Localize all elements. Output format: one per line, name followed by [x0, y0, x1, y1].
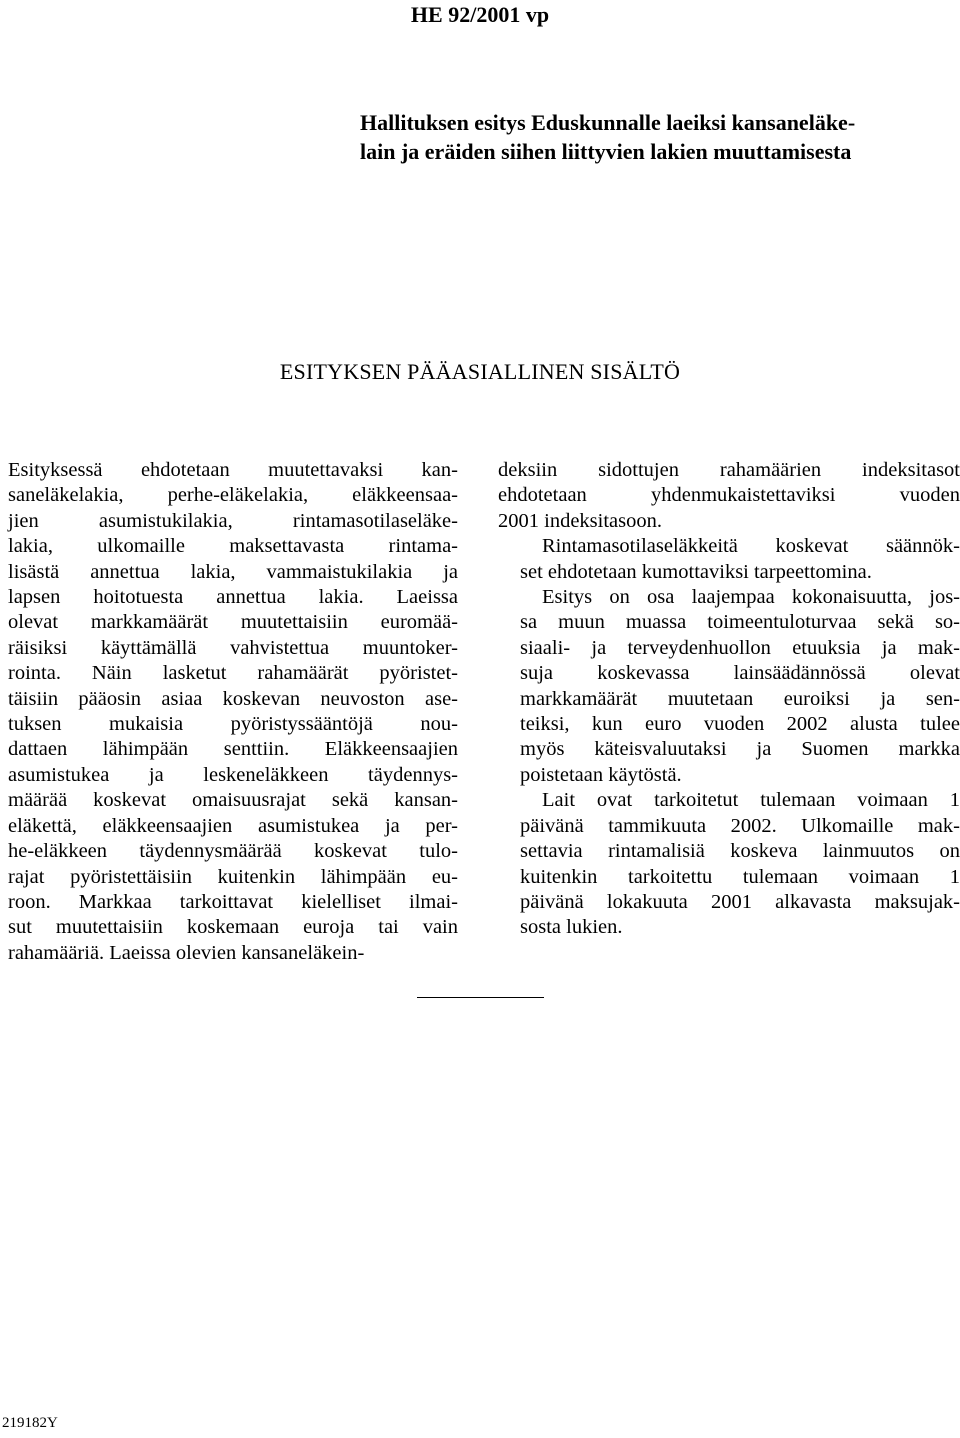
text-line: sut muutettaisiin koskemaan euroja tai vain: [8, 916, 458, 939]
text-line: räisiksi käyttämällä vahvistettua muuntoker-: [8, 636, 458, 659]
text-line: Esityksessä ehdotetaan muutettavaksi kan-: [8, 459, 458, 481]
left-paragraph: [8, 458, 458, 966]
right-paragraph: [498, 458, 960, 534]
text-line: täisiin pääosin asiaa koskevan neuvoston ase-: [8, 687, 458, 710]
left-column: [8, 458, 458, 966]
text-line: sosta lukien.: [520, 916, 623, 939]
text-line: Rintamasotilaseläkkeitä koskevat säännök-: [542, 535, 960, 558]
text-line: lakia, ulkomaille maksettavasta rintama-: [8, 535, 458, 558]
text-line: settavia rintamalisiä koskeva lainmuutos on: [520, 840, 960, 863]
text-line: eläkettä, eläkkeensaajien asumistukea ja per-: [8, 814, 458, 837]
text-line: 2001 indeksitasoon.: [498, 509, 662, 532]
text-line: poistetaan käytöstä.: [520, 763, 682, 786]
document-title: [360, 108, 960, 166]
text-line: asumistukea ja leskeneläkkeen täydennys-: [8, 763, 458, 786]
text-line: Lait ovat tarkoitetut tulemaan voimaan 1: [542, 789, 960, 812]
text-line: lisästä annettua lakia, vammaistukilakia ja: [8, 560, 458, 583]
text-line: Esitys on osa laajempaa kokonaisuutta, jos-: [542, 586, 960, 609]
text-line: ehdotetaan yhdenmukaistettaviksi vuoden: [498, 484, 960, 507]
text-line: siaali- ja terveydenhuollon etuuksia ja mak-: [520, 636, 960, 659]
title-line-2: lain ja eräiden siihen liittyvien lakien muuttamisesta: [360, 139, 852, 164]
text-line: päivänä lokakuuta 2001 alkavasta maksujak-: [520, 890, 960, 913]
footer-code: 219182Y: [2, 1415, 58, 1431]
text-line: olevat markkamäärät muutettaisiin euromää-: [8, 611, 458, 634]
text-line: dattaen lähimpään senttiin. Eläkkeensaajien: [8, 738, 458, 761]
right-column: [498, 458, 960, 941]
text-line: roon. Markkaa tarkoittavat kielelliset ilmai-: [8, 890, 458, 913]
text-line: saneläkelakia, perhe-eläkelakia, eläkkeensaa-: [8, 484, 458, 507]
right-paragraph: [498, 534, 960, 585]
text-line: rajat pyöristettäisiin kuitenkin lähimpään eu-: [8, 865, 458, 888]
text-line: sa muun muassa toimeentuloturvaa sekä so-: [520, 611, 960, 634]
text-line: tuksen mukaisia pyöristyssääntöjä nou-: [8, 713, 458, 736]
text-line: lapsen hoitotuesta annettua lakia. Laeissa: [8, 586, 458, 609]
text-line: rahamääriä. Laeissa olevien kansaneläkein-: [8, 941, 365, 964]
text-line: markkamäärät muutetaan euroiksi ja sen-: [520, 687, 960, 710]
text-line: rointa. Näin lasketut rahamäärät pyöristet-: [8, 662, 458, 685]
text-line: myös käteisvaluutaksi ja Suomen markka: [520, 738, 960, 761]
separator-rule: [417, 997, 544, 998]
text-line: jien asumistukilakia, rintamasotilaseläke-: [8, 509, 458, 532]
text-line: set ehdotetaan kumottaviksi tarpeettomina.: [520, 560, 872, 583]
text-line: päivänä tammikuuta 2002. Ulkomaille mak-: [520, 814, 960, 837]
title-line-1: Hallituksen esitys Eduskunnalle laeiksi kansaneläke-: [360, 110, 856, 135]
right-paragraph: [498, 585, 960, 788]
text-line: he-eläkkeen täydennysmäärää koskevat tulo-: [8, 840, 458, 863]
text-line: suja koskevassa lainsäädännössä olevat: [520, 662, 960, 685]
text-line: deksiin sidottujen rahamäärien indeksitasot: [498, 459, 960, 481]
text-line: teiksi, kun euro vuoden 2002 alusta tulee: [520, 713, 960, 736]
text-line: määrää koskevat omaisuusrajat sekä kansan-: [8, 789, 458, 812]
text-line: kuitenkin tarkoitettu tulemaan voimaan 1: [520, 865, 960, 888]
right-paragraph: [498, 788, 960, 940]
section-heading: ESITYKSEN PÄÄASIALLINEN SISÄLTÖ: [279, 359, 681, 384]
document-id: HE 92/2001 vp: [410, 2, 550, 27]
